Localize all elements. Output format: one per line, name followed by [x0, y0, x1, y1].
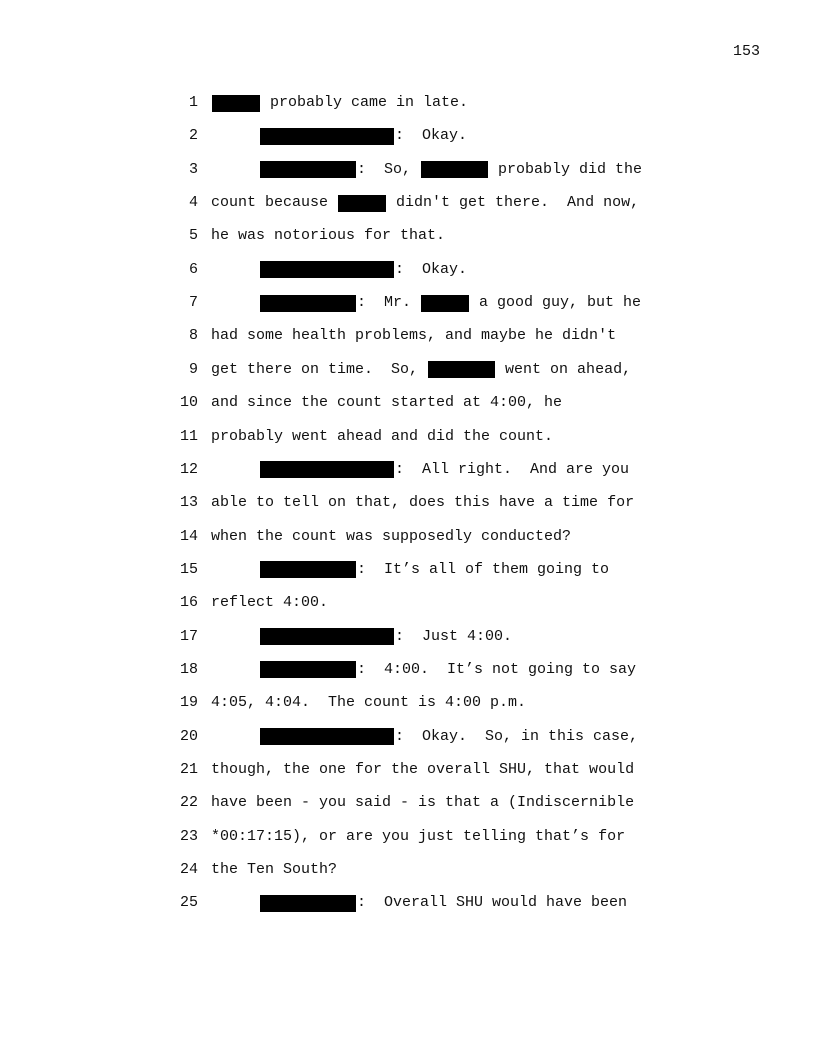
- text-segment: though, the one for the overall SHU, that would: [211, 761, 635, 778]
- redaction-block: [428, 361, 495, 378]
- text-segment: : So,: [357, 160, 421, 178]
- transcript-line: [0, 92, 816, 114]
- line-number: 7: [188, 294, 198, 312]
- line-number: 12: [179, 460, 198, 478]
- line-number: 4: [188, 194, 198, 212]
- line-number: 24: [179, 861, 198, 879]
- line-text: [211, 792, 634, 814]
- transcript-line: [0, 159, 816, 181]
- text-segment: 4:05, 4:04. The count is 4:00 p.m.: [211, 694, 527, 712]
- transcript-line: [0, 559, 816, 581]
- text-segment: didn't get there. And now,: [387, 194, 640, 212]
- line-number: 21: [179, 761, 198, 778]
- line-text: [211, 692, 526, 714]
- transcript-line: [0, 459, 816, 481]
- text-segment: a good guy, but he: [470, 294, 642, 312]
- transcript-line: [0, 826, 816, 848]
- line-text: [211, 659, 636, 681]
- transcript-line: [0, 426, 816, 448]
- redaction-block: [260, 295, 356, 312]
- transcript-line: [0, 626, 816, 648]
- line-number: 15: [179, 560, 198, 578]
- line-number: 18: [179, 660, 198, 678]
- transcript-line: [0, 125, 816, 147]
- line-number: 25: [179, 894, 198, 912]
- text-segment: able to tell on that, does this have a time for: [211, 494, 635, 512]
- line-text: [211, 392, 562, 414]
- line-text: [211, 192, 639, 214]
- redaction-block: [260, 895, 356, 912]
- line-number: 10: [179, 394, 198, 412]
- redaction-block: [212, 95, 260, 112]
- text-segment: : Overall SHU would have been: [357, 894, 628, 912]
- redaction-block: [260, 461, 394, 478]
- transcript-line: [0, 859, 816, 881]
- transcript-line: [0, 292, 816, 314]
- text-segment: : It’s all of them going to: [357, 560, 610, 578]
- line-number: 17: [179, 627, 198, 645]
- text-segment: : All right. And are you: [395, 460, 630, 478]
- redaction-block: [260, 728, 394, 745]
- line-text: [211, 526, 571, 548]
- line-text: [211, 125, 467, 147]
- line-text: [211, 559, 609, 581]
- line-number: 8: [188, 327, 198, 345]
- line-number: 5: [188, 227, 198, 245]
- text-segment: the Ten South?: [211, 861, 338, 879]
- text-segment: probably went ahead and did the count.: [211, 427, 554, 445]
- line-number: 3: [188, 160, 198, 178]
- text-segment: : Mr.: [357, 294, 421, 312]
- line-text: [211, 826, 625, 848]
- transcript-line: [0, 192, 816, 214]
- text-segment: had some health problems, and maybe he didn't: [211, 327, 617, 345]
- text-segment: probably did the: [489, 160, 643, 178]
- text-segment: *00:17:15), or are you just telling that’s for: [211, 827, 626, 845]
- line-text: [211, 92, 468, 114]
- line-text: [211, 626, 512, 648]
- text-segment: probably came in late.: [261, 94, 469, 111]
- text-segment: : Okay. So, in this case,: [395, 727, 639, 745]
- line-text: [211, 259, 467, 281]
- line-text: [211, 292, 641, 314]
- text-segment: he was notorious for that.: [211, 227, 446, 245]
- transcript-line: [0, 259, 816, 281]
- line-text: [211, 759, 634, 781]
- line-number: 9: [188, 360, 198, 378]
- page-number: 153: [733, 43, 761, 60]
- redaction-block: [260, 161, 356, 178]
- text-segment: : Okay.: [395, 260, 468, 278]
- transcript-line: [0, 892, 816, 914]
- text-segment: have been - you said - is that a (Indiscernible: [211, 794, 635, 812]
- line-number: 22: [179, 794, 198, 812]
- text-segment: : Just 4:00.: [395, 627, 513, 645]
- line-number: 13: [179, 494, 198, 512]
- transcript-line: [0, 692, 816, 714]
- line-number: 2: [188, 127, 198, 145]
- redaction-block: [260, 261, 394, 278]
- line-text: [211, 225, 445, 247]
- text-segment: : Okay.: [395, 127, 468, 145]
- transcript-line: [0, 359, 816, 381]
- transcript-line: [0, 659, 816, 681]
- line-text: [211, 592, 328, 614]
- line-number: 16: [179, 594, 198, 612]
- redaction-block: [260, 628, 394, 645]
- transcript-line: [0, 526, 816, 548]
- line-text: [211, 892, 627, 914]
- line-text: [211, 159, 642, 181]
- line-text: [211, 726, 638, 748]
- line-text: [211, 426, 553, 448]
- line-text: [211, 492, 634, 514]
- transcript-line: [0, 325, 816, 347]
- line-number: 23: [179, 827, 198, 845]
- line-number: 20: [179, 727, 198, 745]
- transcript-line: [0, 792, 816, 814]
- line-text: [211, 325, 616, 347]
- text-segment: get there on time. So,: [211, 360, 428, 378]
- transcript-line: [0, 225, 816, 247]
- line-text: [211, 859, 337, 881]
- line-number: 6: [188, 260, 198, 278]
- text-segment: : 4:00. It’s not going to say: [357, 660, 637, 678]
- line-text: [211, 459, 629, 481]
- text-segment: went on ahead,: [496, 360, 632, 378]
- transcript-line: [0, 392, 816, 414]
- line-number: 14: [179, 527, 198, 545]
- line-number: 19: [179, 694, 198, 712]
- line-text: [211, 359, 631, 381]
- line-number: 1: [188, 94, 198, 111]
- transcript-line: [0, 759, 816, 781]
- redaction-block: [421, 295, 469, 312]
- transcript-line: [0, 492, 816, 514]
- redaction-block: [260, 561, 356, 578]
- transcript-line: [0, 592, 816, 614]
- line-number: 11: [179, 427, 198, 445]
- redaction-block: [338, 195, 386, 212]
- transcript-line: [0, 726, 816, 748]
- redaction-block: [260, 128, 394, 145]
- text-segment: and since the count started at 4:00, he: [211, 394, 563, 412]
- text-segment: when the count was supposedly conducted?: [211, 527, 572, 545]
- redaction-block: [260, 661, 356, 678]
- text-segment: count because: [211, 194, 338, 212]
- text-segment: reflect 4:00.: [211, 594, 329, 612]
- redaction-block: [421, 161, 488, 178]
